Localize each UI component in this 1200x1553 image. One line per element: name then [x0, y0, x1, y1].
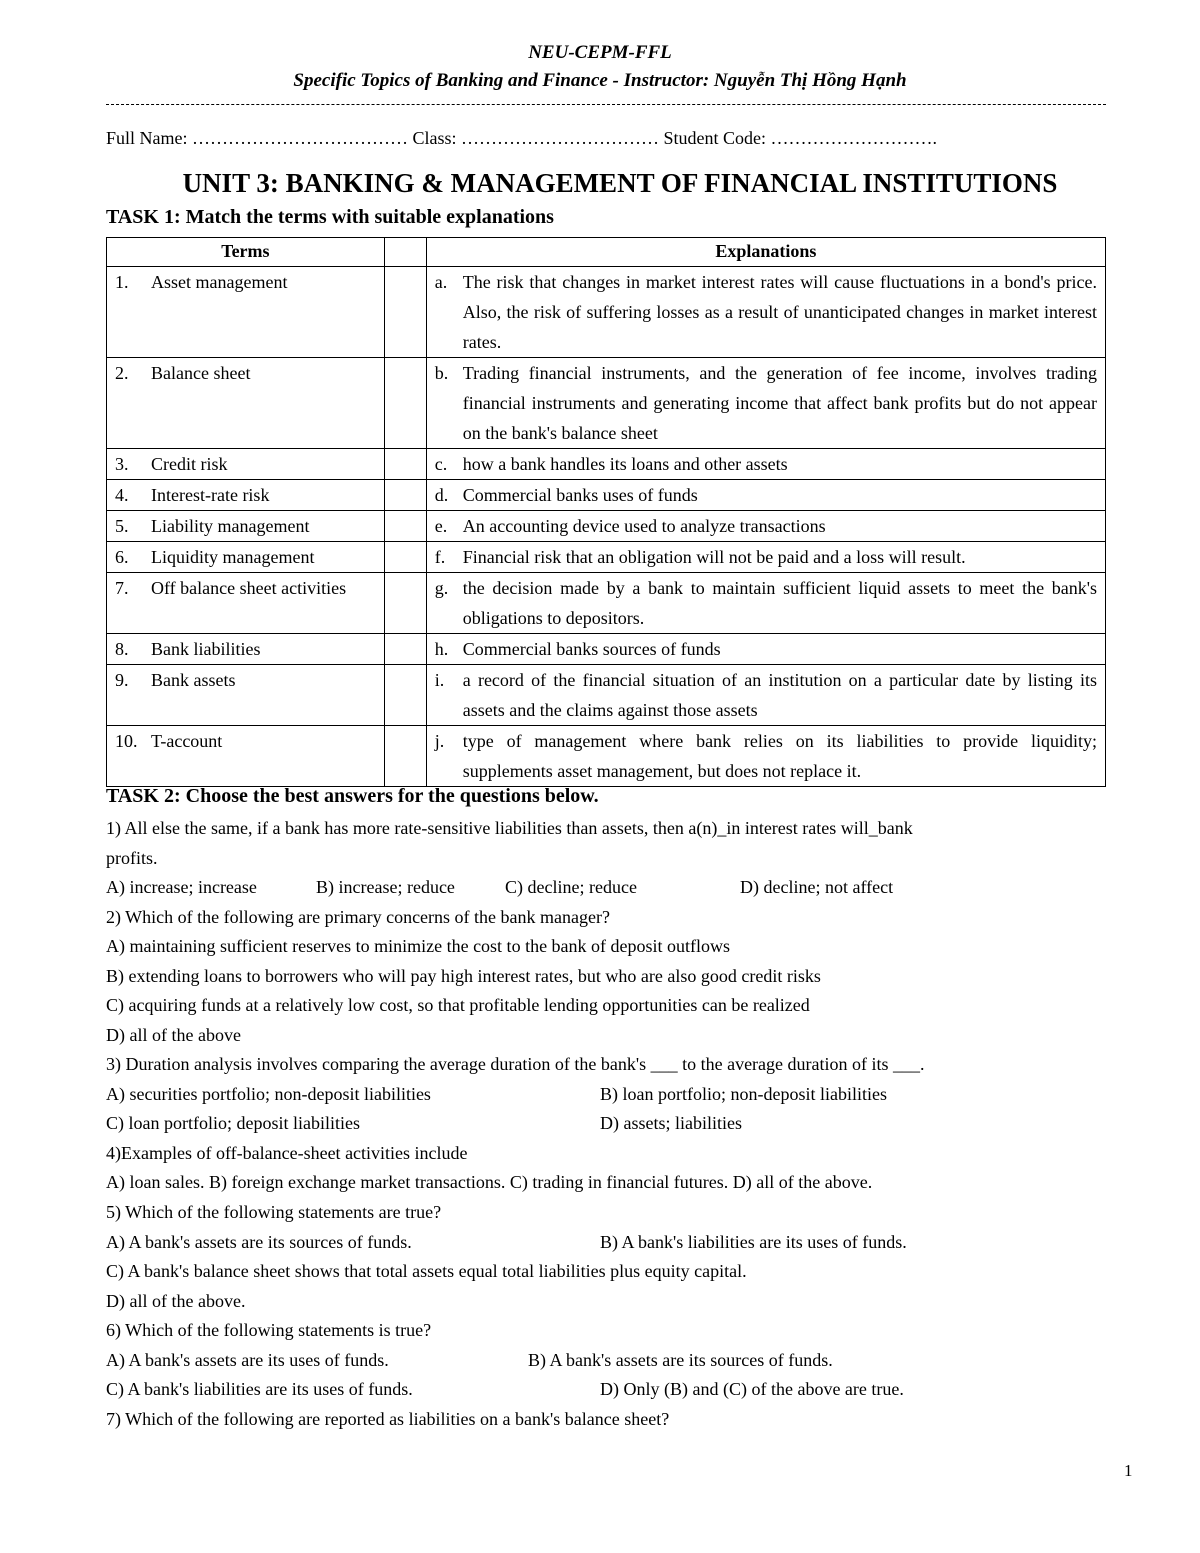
explanation-letter: f.	[434, 547, 446, 567]
question-2: 2) Which of the following are primary concerns of the bank manager?	[106, 907, 610, 927]
question-3: 3) Duration analysis involves comparing the average duration of the bank's ___ to the average duration of its ___.	[106, 1054, 925, 1074]
q3-option-b: B) loan portfolio; non-deposit liabilities	[600, 1084, 887, 1104]
table-row	[107, 267, 1106, 358]
header-divider	[106, 104, 1106, 105]
q2-option-d: D) all of the above	[106, 1025, 241, 1045]
explanation-letter: i.	[434, 670, 445, 690]
explanation-cell	[426, 542, 1105, 573]
q6-option-c: C) A bank's liabilities are its uses of funds.	[106, 1379, 413, 1399]
q1-option-d: D) decline; not affect	[740, 877, 894, 897]
term-text: Liquidity management	[151, 547, 315, 567]
answer-cell[interactable]	[384, 449, 426, 480]
explanation-text: An accounting device used to analyze transactions	[462, 516, 826, 536]
q6-option-d: D) Only (B) and (C) of the above are true.	[600, 1379, 904, 1399]
q4-options: A) loan sales. B) foreign exchange market transactions. C) trading in financial futures. D) all of the above.	[106, 1172, 873, 1192]
table-header-row	[107, 238, 1106, 267]
term-text: Credit risk	[151, 454, 228, 474]
page-number: 1	[1124, 1461, 1133, 1480]
explanation-letter: e.	[434, 516, 448, 536]
task2-title: TASK 2: Choose the best answers for the questions below.	[106, 785, 599, 807]
explanation-letter: d.	[434, 485, 449, 505]
q2-option-b: B) extending loans to borrowers who will pay high interest rates, but who are also good credit risks	[106, 966, 821, 986]
explanation-letter: h.	[434, 639, 449, 659]
term-text: Balance sheet	[151, 363, 251, 383]
explanation-cell	[426, 511, 1105, 542]
term-text: Off balance sheet activities	[151, 578, 347, 598]
answer-cell[interactable]	[384, 573, 426, 634]
explanation-cell	[426, 634, 1105, 665]
answer-cell[interactable]	[384, 634, 426, 665]
explanation-letter: g.	[434, 578, 449, 598]
q2-option-c: C) acquiring funds at a relatively low cost, so that profitable lending opportunities can be realized	[106, 995, 810, 1015]
term-cell	[107, 449, 385, 480]
term-cell	[107, 480, 385, 511]
table-row	[107, 634, 1106, 665]
table-row	[107, 542, 1106, 573]
term-number: 10.	[115, 731, 138, 751]
explanation-letter: b.	[434, 363, 449, 383]
table-row	[107, 665, 1106, 726]
term-text: Interest-rate risk	[151, 485, 270, 505]
explanation-letter: j.	[434, 731, 445, 751]
header-course-title: Specific Topics of Banking and Finance - Instructor: Nguyễn Thị Hồng Hạnh	[293, 70, 907, 91]
explanation-text: Trading financial instruments, and the generation of fee income, involves trading financial instruments and generating income that affect bank profits but do not appear on the bank's balance sheet	[462, 363, 1097, 443]
answer-cell[interactable]	[384, 267, 426, 358]
term-text: Liability management	[151, 516, 310, 536]
q6-option-a: A) A bank's assets are its uses of funds.	[106, 1350, 389, 1370]
question-7: 7) Which of the following are reported as liabilities on a bank's balance sheet?	[106, 1409, 670, 1429]
table-row	[107, 449, 1106, 480]
term-number: 6.	[115, 547, 129, 567]
answer-cell[interactable]	[384, 511, 426, 542]
term-cell	[107, 267, 385, 358]
col-header-explanations: Explanations	[426, 238, 1105, 267]
explanation-cell	[426, 449, 1105, 480]
question-4: 4)Examples of off-balance-sheet activities include	[106, 1143, 468, 1163]
answer-cell[interactable]	[384, 358, 426, 449]
term-cell	[107, 634, 385, 665]
question-1-continued: profits.	[106, 848, 158, 868]
term-cell	[107, 358, 385, 449]
table-row	[107, 480, 1106, 511]
term-number: 5.	[115, 516, 129, 536]
table-row	[107, 358, 1106, 449]
q1-option-a: A) increase; increase	[106, 877, 257, 897]
explanation-cell	[426, 573, 1105, 634]
answer-cell[interactable]	[384, 726, 426, 787]
q1-option-b: B) increase; reduce	[316, 877, 455, 897]
term-number: 1.	[115, 272, 129, 292]
explanation-text: The risk that changes in market interest rates will cause fluctuations in a bond's price. Also, the risk of suffering losses as a result of unanticipated changes in market interest rates.	[462, 272, 1097, 352]
table-row	[107, 573, 1106, 634]
explanation-text: the decision made by a bank to maintain sufficient liquid assets to meet the bank's obligations to depositors.	[462, 578, 1097, 628]
answer-cell[interactable]	[384, 665, 426, 726]
term-text: Bank assets	[151, 670, 236, 690]
question-5: 5) Which of the following statements are true?	[106, 1202, 442, 1222]
explanation-letter: a.	[434, 272, 448, 292]
term-cell	[107, 665, 385, 726]
student-info-line: Full Name: ……………………………… Class: …………………………… Student Code: ……………………….	[106, 128, 937, 148]
term-text: T-account	[151, 731, 223, 751]
col-header-answer	[384, 238, 426, 267]
explanation-text: Commercial banks uses of funds	[462, 485, 698, 505]
task1-title: TASK 1: Match the terms with suitable explanations	[106, 206, 554, 228]
term-cell	[107, 726, 385, 787]
term-number: 8.	[115, 639, 129, 659]
explanation-cell	[426, 358, 1105, 449]
explanation-cell	[426, 665, 1105, 726]
header-course-code: NEU-CEPM-FFL	[528, 42, 672, 63]
table-row	[107, 726, 1106, 787]
question-6: 6) Which of the following statements is true?	[106, 1320, 432, 1340]
q5-option-d: D) all of the above.	[106, 1291, 246, 1311]
q5-option-b: B) A bank's liabilities are its uses of funds.	[600, 1232, 907, 1252]
term-number: 2.	[115, 363, 129, 383]
term-number: 9.	[115, 670, 129, 690]
explanation-text: Commercial banks sources of funds	[462, 639, 721, 659]
term-number: 7.	[115, 578, 129, 598]
term-cell	[107, 542, 385, 573]
answer-cell[interactable]	[384, 542, 426, 573]
explanation-text: a record of the financial situation of an institution on a particular date by listing its assets and the claims against those assets	[462, 670, 1097, 720]
term-cell	[107, 573, 385, 634]
explanation-text: how a bank handles its loans and other assets	[462, 454, 788, 474]
question-1: 1) All else the same, if a bank has more rate-sensitive liabilities than assets, then a(n)_in interest rates will_bank	[106, 818, 913, 838]
q5-option-c: C) A bank's balance sheet shows that total assets equal total liabilities plus equity capital.	[106, 1261, 747, 1281]
explanation-cell	[426, 267, 1105, 358]
col-header-terms: Terms	[107, 238, 385, 267]
matching-table	[106, 237, 1106, 787]
term-cell	[107, 511, 385, 542]
explanation-text: type of management where bank relies on its liabilities to provide liquidity; supplements asset management, but does not replace it.	[462, 731, 1097, 781]
term-text: Asset management	[151, 272, 288, 292]
q3-option-c: C) loan portfolio; deposit liabilities	[106, 1113, 360, 1133]
explanation-letter: c.	[434, 454, 448, 474]
term-number: 4.	[115, 485, 129, 505]
q2-option-a: A) maintaining sufficient reserves to minimize the cost to the bank of deposit outflows	[106, 936, 731, 956]
term-number: 3.	[115, 454, 129, 474]
answer-cell[interactable]	[384, 480, 426, 511]
table-row	[107, 511, 1106, 542]
explanation-text: Financial risk that an obligation will not be paid and a loss will result.	[462, 547, 966, 567]
explanation-cell	[426, 480, 1105, 511]
q3-option-a: A) securities portfolio; non-deposit liabilities	[106, 1084, 431, 1104]
term-text: Bank liabilities	[151, 639, 261, 659]
q1-option-c: C) decline; reduce	[505, 877, 637, 897]
q5-option-a: A) A bank's assets are its sources of funds.	[106, 1232, 412, 1252]
q6-option-b: B) A bank's assets are its sources of funds.	[528, 1350, 833, 1370]
explanation-cell	[426, 726, 1105, 787]
unit-title: UNIT 3: BANKING & MANAGEMENT OF FINANCIAL INSTITUTIONS	[182, 168, 1058, 198]
q3-option-d: D) assets; liabilities	[600, 1113, 742, 1133]
